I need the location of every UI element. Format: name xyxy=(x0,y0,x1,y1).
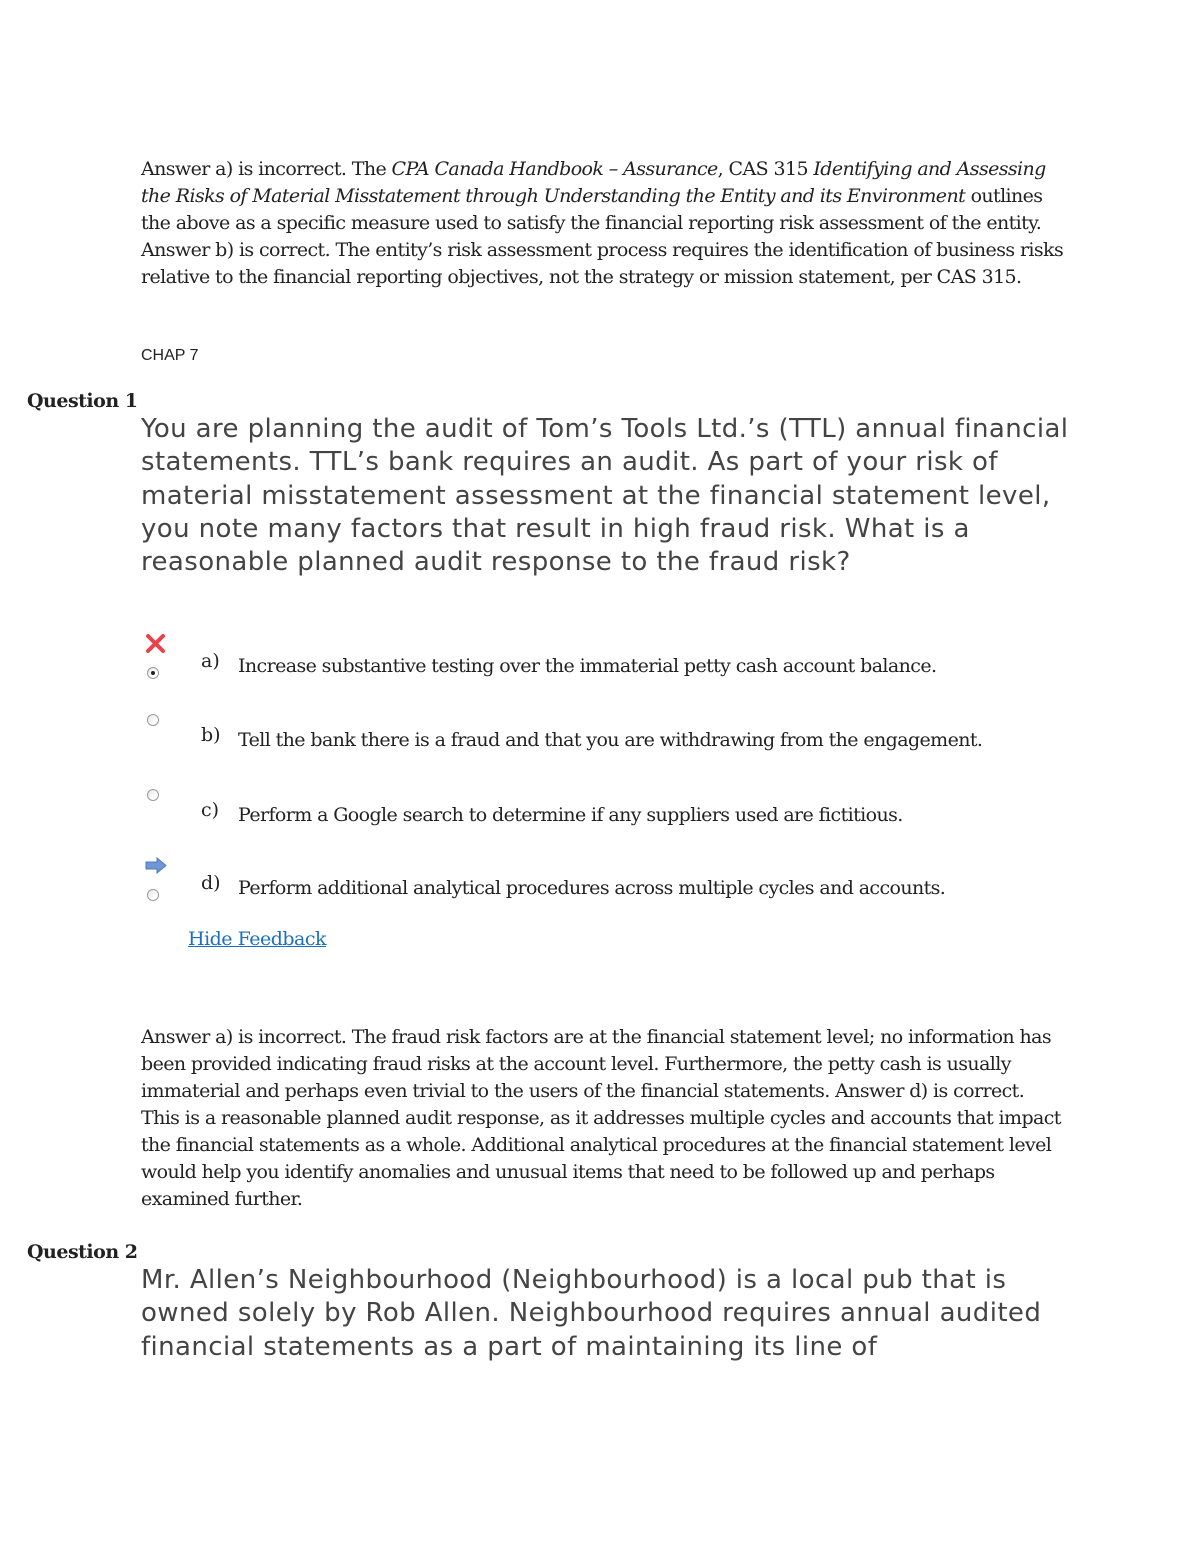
standard-title: Identifying and Assessing the Risks of Material Misstatement through Understanding the Entity and its Environment xyxy=(141,158,1046,207)
question-1-text: You are planning the audit of Tom’s Tools Ltd.’s (TTL) annual financial statements. TTL’s bank requires an audit. As part of your risk of material misstatement assessment at the financial statement level, you note many factors that result in high fraud risk. What is a reasonable planned audit response to the fraud risk? xyxy=(141,414,1069,578)
option-a-text[interactable]: Increase substantive testing over the immaterial petty cash account balance. xyxy=(238,655,937,677)
chapter-label: CHAP 7 xyxy=(141,347,199,364)
option-a-radio[interactable] xyxy=(147,667,159,679)
previous-answer-feedback xyxy=(141,156,1066,291)
option-d-letter: d) xyxy=(201,872,221,894)
option-c-text[interactable]: Perform a Google search to determine if any suppliers used are fictitious. xyxy=(238,804,903,826)
option-b-letter: b) xyxy=(201,724,221,746)
option-d-text[interactable]: Perform additional analytical procedures across multiple cycles and accounts. xyxy=(238,877,946,899)
option-b-text[interactable]: Tell the bank there is a fraud and that you are withdrawing from the engagement. xyxy=(238,729,983,751)
option-a-letter: a) xyxy=(201,650,220,672)
correct-answer-arrow-icon xyxy=(144,857,168,874)
question-1-feedback: Answer a) is incorrect. The fraud risk factors are at the financial statement level; no information has been provided indicating fraud risks at the account level. Furthermore, the petty cash is usually immaterial and perhaps even trivial to the users of the financial statements. Answer d) is correct. This is a reasonable planned audit response, as it addresses multiple cycles and accounts that impact the financial statements as a whole. Additional analytical procedures at the financial statement level would help you identify anomalies and unusual items that need to be followed up and perhaps examined further. xyxy=(141,1026,1061,1210)
option-b-radio[interactable] xyxy=(147,714,159,726)
feedback-text: Answer a) is incorrect. The xyxy=(141,158,392,180)
option-c-radio[interactable] xyxy=(147,789,159,801)
option-c-letter: c) xyxy=(201,799,220,821)
option-d-radio[interactable] xyxy=(147,889,159,901)
question-1-label: Question 1 xyxy=(27,390,138,412)
handbook-title: CPA Canada Handbook – Assurance xyxy=(391,158,718,180)
feedback-text: , CAS 315 xyxy=(717,158,814,180)
feedback-text: outlines the above as a specific measure used to satisfy the financial reporting risk assessment of the entity. Answer b) is correct. The entity’s risk assessment process requires the identification of business risks relative to the financial reporting objectives, not the strategy or mission statement, per CAS 315. xyxy=(141,185,1064,288)
question-2-label: Question 2 xyxy=(27,1241,138,1263)
question-2-text: Mr. Allen’s Neighbourhood (Neighbourhood) is a local pub that is owned solely by Rob Allen. Neighbourhood requires annual audited financial statements as a part of maintaining its line of xyxy=(141,1265,1042,1362)
hide-feedback-link[interactable]: Hide Feedback xyxy=(188,928,327,950)
incorrect-x-icon xyxy=(145,634,166,653)
